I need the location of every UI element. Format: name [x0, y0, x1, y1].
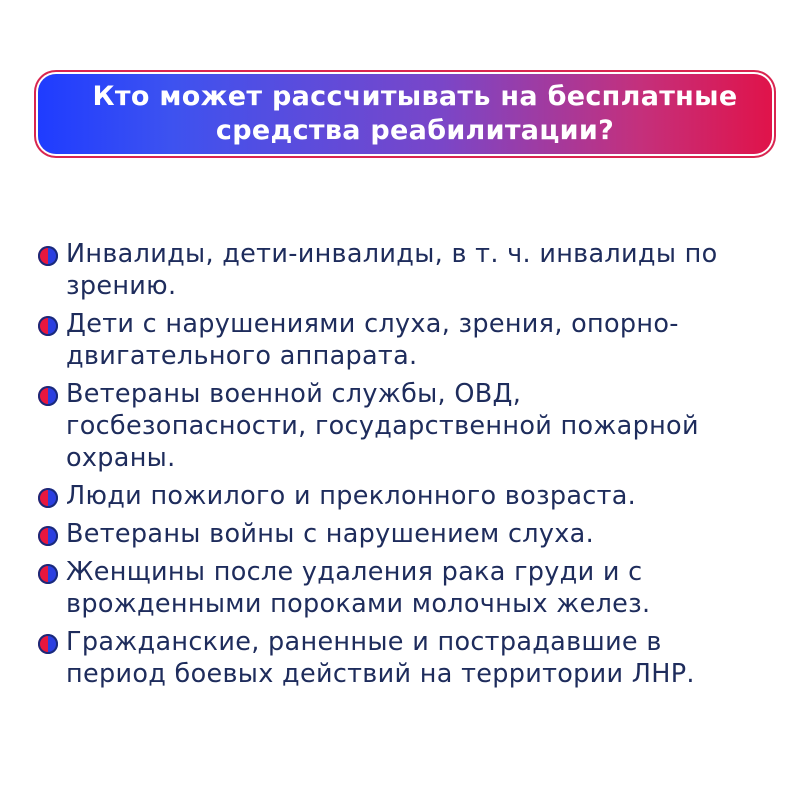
- page-title: [73, 80, 738, 148]
- bullet-icon: [38, 526, 58, 546]
- bullet-icon: [38, 386, 58, 406]
- list-item: [38, 626, 768, 690]
- eligibility-list: [38, 238, 768, 696]
- list-item: [38, 378, 768, 474]
- bullet-icon: [38, 488, 58, 508]
- bullet-icon: [38, 316, 58, 336]
- title-line-2: средства реабилитации?: [215, 115, 615, 146]
- list-item-text: Ветераны войны с нарушением слуха.: [66, 519, 594, 549]
- list-item-text: Инвалиды, дети-инвалиды, в т. ч. инвалиды по зрению.: [66, 239, 718, 301]
- list-item: [38, 556, 768, 620]
- title-line-1: Кто может рассчитывать на бесплатные: [92, 81, 738, 112]
- bullet-icon: [38, 564, 58, 584]
- list-item-text: Гражданские, раненные и пострадавшие в период боевых действий на территории ЛНР.: [66, 627, 695, 689]
- list-item: [38, 308, 768, 372]
- list-item: [38, 480, 768, 512]
- list-item: [38, 518, 768, 550]
- bullet-icon: [38, 634, 58, 654]
- list-item-text: Люди пожилого и преклонного возраста.: [66, 481, 637, 511]
- bullet-icon: [38, 246, 58, 266]
- list-item-text: Ветераны военной службы, ОВД, госбезопасности, государственной пожарной охраны.: [66, 379, 699, 473]
- list-item: [38, 238, 768, 302]
- list-item-text: Дети с нарушениями слуха, зрения, опорно-двигательного аппарата.: [66, 309, 679, 371]
- list-item-text: Женщины после удаления рака груди и с врожденными пороками молочных желез.: [66, 557, 651, 619]
- title-banner: [38, 74, 772, 154]
